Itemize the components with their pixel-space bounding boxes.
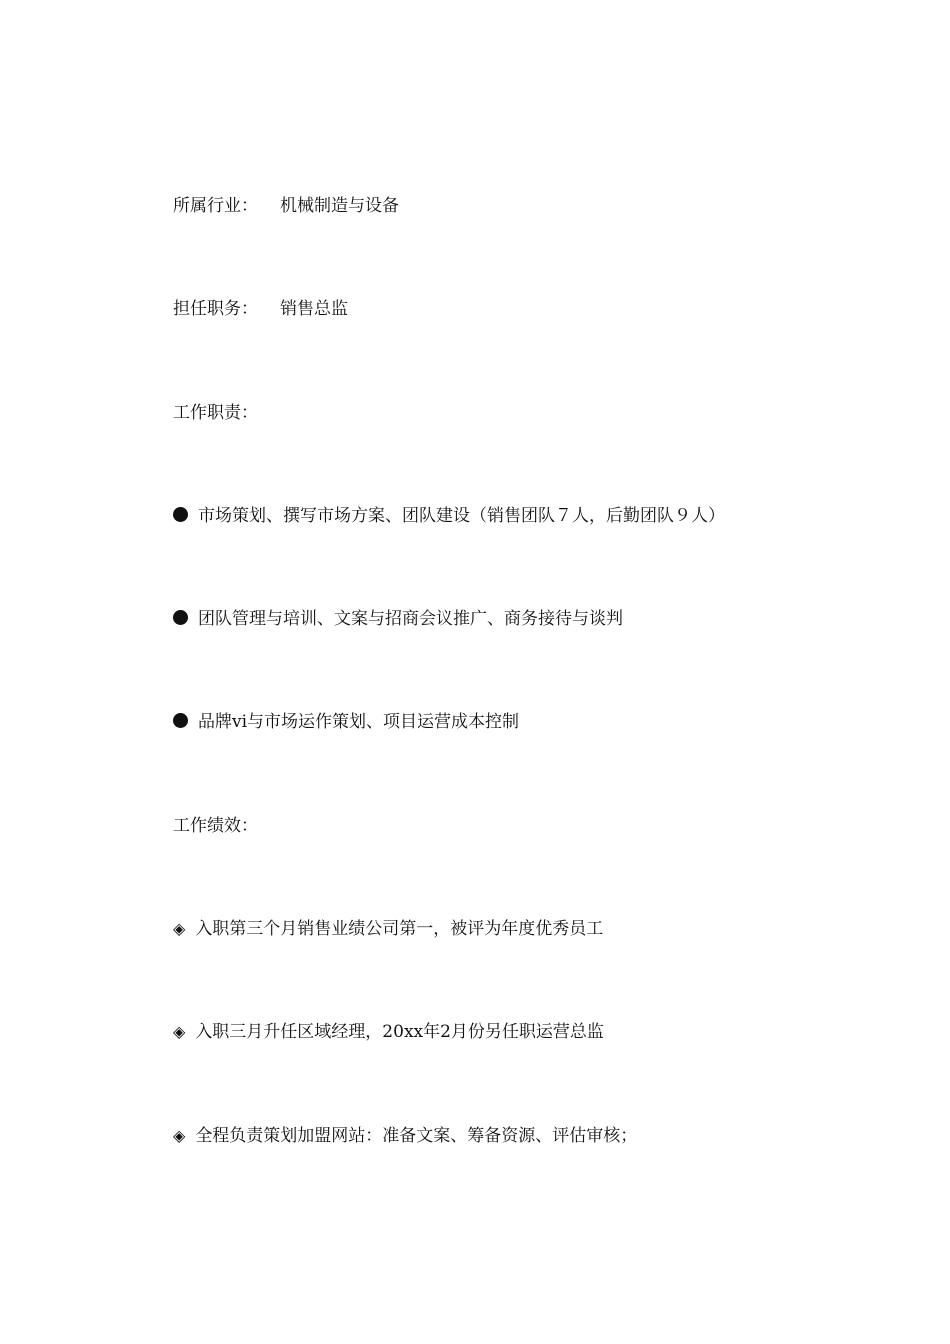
performance-text: 入职第三个月销售业绩公司第一，被评为年度优秀员工 [195, 919, 604, 939]
responsibilities-heading: 工作职责： [173, 403, 258, 423]
bullet-diamond-icon: ◈ [173, 1126, 186, 1145]
bullet-diamond-icon: ◈ [173, 919, 186, 938]
performance-heading: 工作绩效： [173, 816, 258, 836]
responsibility-item [173, 711, 519, 733]
performance-item [173, 918, 603, 940]
industry-label: 所属行业： [173, 196, 258, 216]
performance-item [173, 1021, 604, 1043]
industry-value: 机械制造与设备 [280, 196, 399, 216]
responsibility-text: 品牌vi与市场运作策划、项目运营成本控制 [198, 712, 520, 732]
industry-line [173, 195, 399, 217]
bullet-diamond-icon: ◈ [173, 1022, 186, 1041]
responsibility-text: 市场策划、撰写市场方案、团队建设（销售团队７人，后勤团队９人） [198, 506, 725, 526]
responsibility-item [173, 505, 725, 527]
performance-item [173, 1125, 637, 1147]
bullet-dot-icon [173, 711, 188, 733]
responsibility-text: 团队管理与培训、文案与招商会议推广、商务接待与谈判 [198, 609, 623, 629]
bullet-dot-icon [173, 608, 188, 630]
bullet-dot-icon [173, 505, 188, 527]
position-value: 销售总监 [280, 299, 348, 319]
performance-text: 全程负责策划加盟网站：准备文案、筹备资源、评估审核； [195, 1126, 638, 1146]
position-label: 担任职务： [173, 299, 258, 319]
position-line [173, 298, 348, 320]
performance-text: 入职三月升任区域经理，20xx年2月份另任职运营总监 [195, 1022, 604, 1042]
responsibility-item [173, 608, 623, 630]
